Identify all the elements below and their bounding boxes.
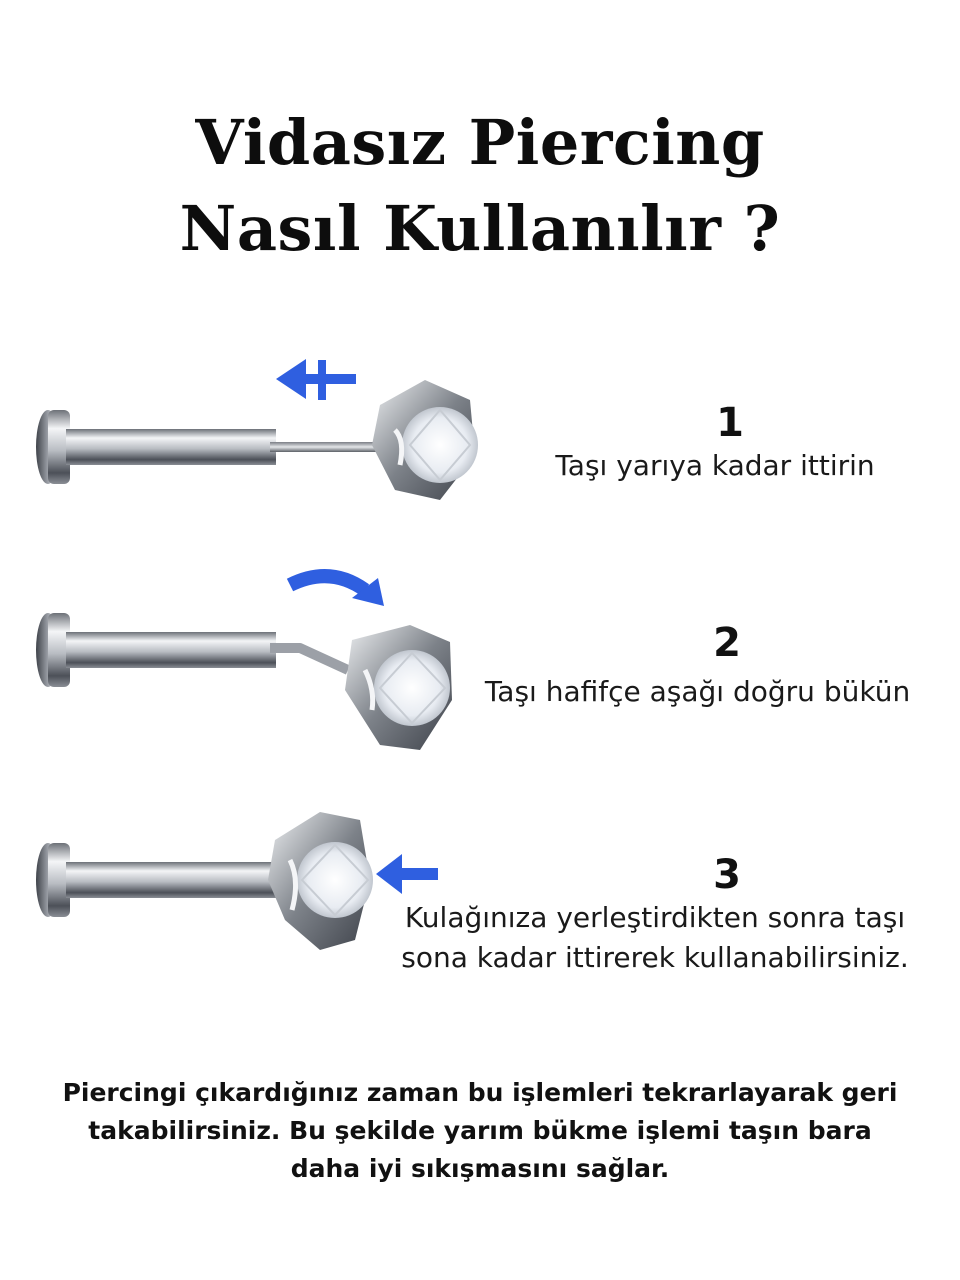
gem-top: [345, 625, 452, 750]
title-line-2: Nasıl Kullanılır ?: [179, 192, 781, 265]
step-1-number: 1: [716, 400, 744, 446]
gem-top: [372, 380, 478, 500]
labret-bar: [36, 410, 380, 484]
page-title: [0, 100, 960, 272]
left-arrow-icon: [376, 854, 438, 894]
gem-top: [268, 812, 373, 950]
note-line-2: takabilirsiniz. Bu şekilde yarım bükme işlemi taşın bara: [88, 1116, 872, 1145]
step-3-text-line-2: sona kadar ittirerek kullanabilirsiniz.: [401, 941, 909, 974]
note-line-1: Piercingi çıkardığınız zaman bu işlemleri tekrarlayarak geri: [62, 1078, 898, 1107]
step-3-text: [375, 898, 935, 978]
labret-bar: [36, 843, 276, 917]
step-2-number: 2: [713, 620, 741, 666]
note-line-3: daha iyi sıkışmasını sağlar.: [290, 1154, 670, 1183]
left-arrow-with-bar-icon: [276, 359, 356, 400]
curved-arrow-down-icon: [290, 576, 384, 606]
step-1-text: Taşı yarıya kadar ittirin: [555, 449, 875, 482]
title-line-1: Vidasız Piercing: [195, 106, 765, 179]
step-2-text: Taşı hafifçe aşağı doğru bükün: [484, 675, 911, 708]
step-3-number: 3: [713, 852, 741, 898]
bottom-note: [40, 1074, 920, 1188]
step-3-text-line-1: Kulağınıza yerleştirdikten sonra taşı: [404, 901, 906, 934]
step-2-illustration: [0, 560, 500, 770]
labret-bar: [36, 613, 348, 687]
step-1-illustration: [0, 350, 500, 530]
